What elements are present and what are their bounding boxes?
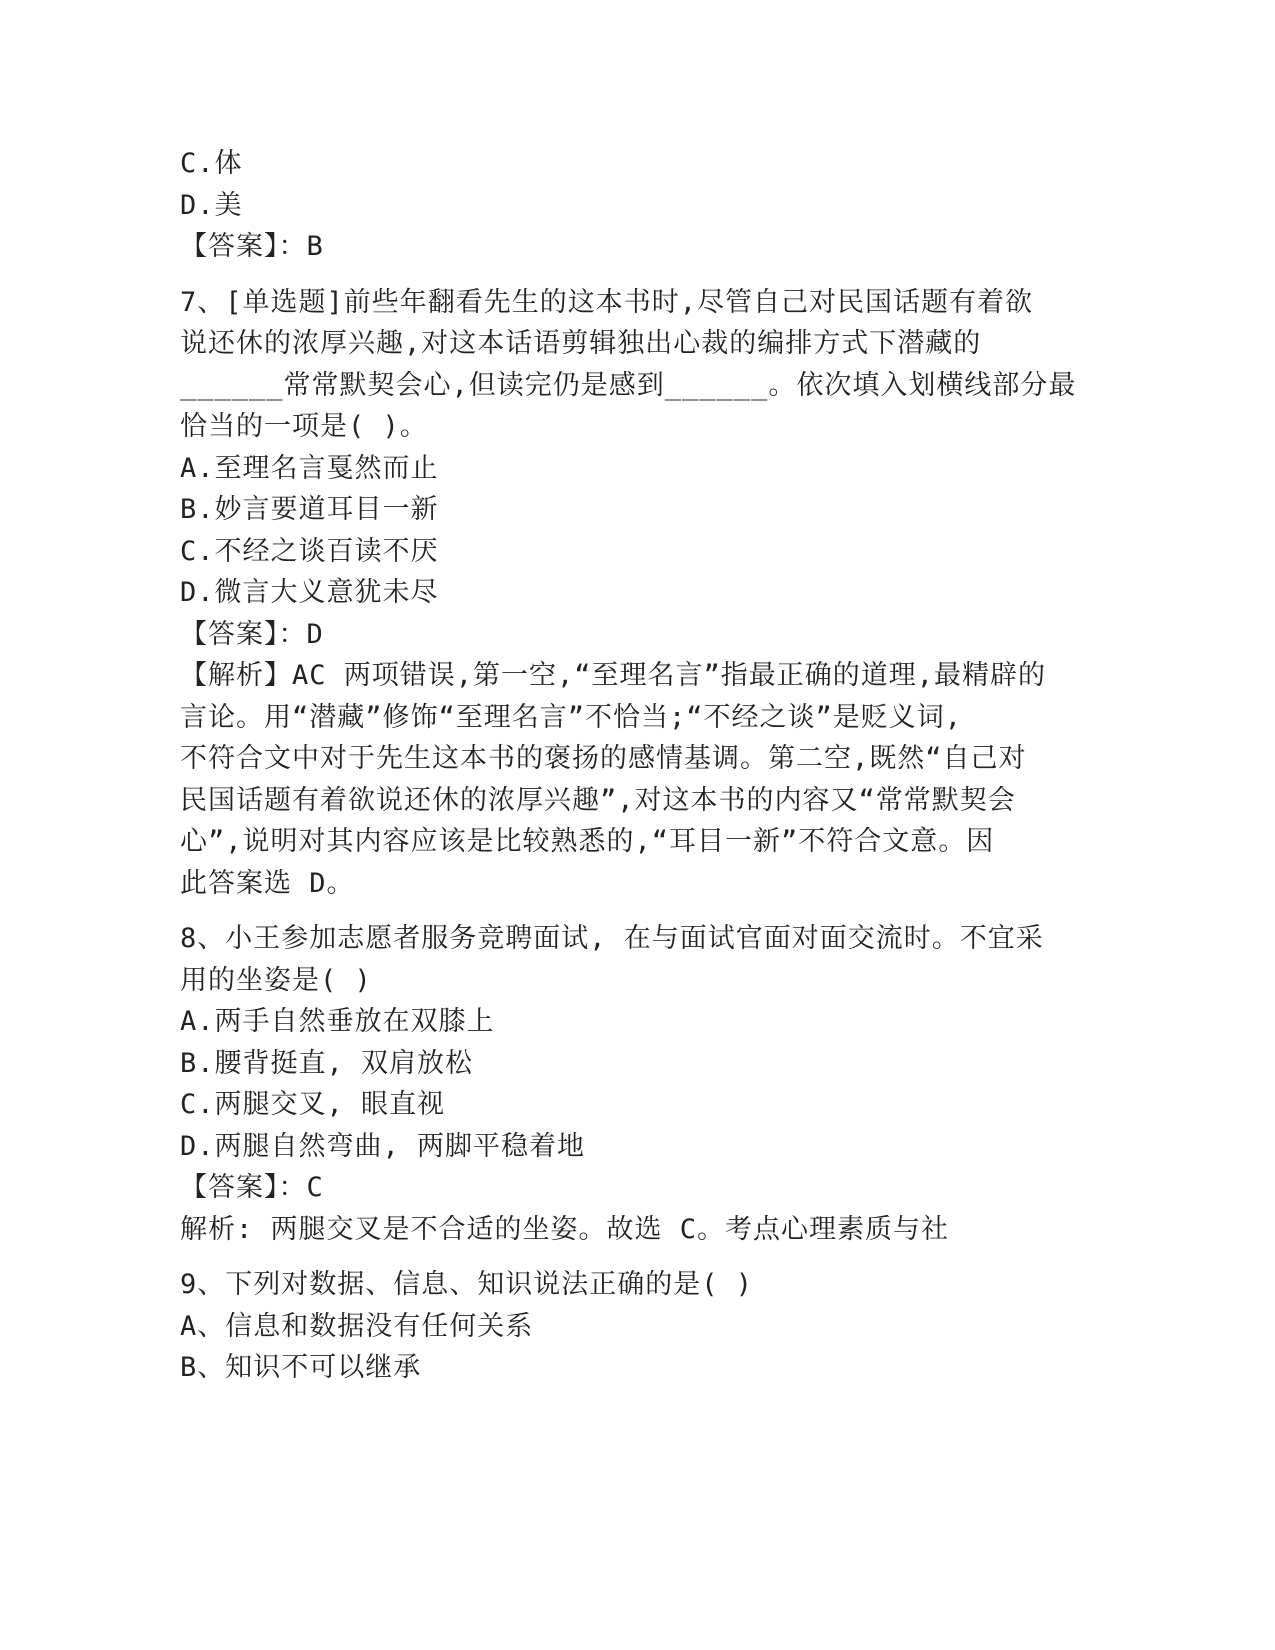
- answer: 【答案】：D: [180, 618, 324, 650]
- analysis: 言论。用“潜藏”修饰“至理名言”不恰当;“不经之谈”是贬义词,: [180, 701, 963, 733]
- question-stem: 用的坐姿是( ): [180, 964, 372, 996]
- option-d: D.美: [180, 189, 243, 221]
- analysis: 此答案选 D。: [180, 867, 355, 899]
- question-stem: 恰当的一项是( )。: [180, 411, 428, 442]
- answer: 【答案】：C: [180, 1172, 324, 1203]
- question-stem: 说还休的浓厚兴趣,对这本话语剪辑独出心裁的编排方式下潜藏的: [180, 328, 982, 359]
- option-a: A、信息和数据没有任何关系: [180, 1310, 534, 1342]
- analysis: 【解析】AC 两项错误,第一空,“至理名言”指最正确的道理,最精辟的: [180, 660, 1047, 691]
- option-c: C.体: [180, 148, 243, 179]
- analysis: 解析: 两腿交叉是不合适的坐姿。故选 C。考点心理素质与社: [180, 1213, 950, 1245]
- question-8: [180, 918, 1060, 1250]
- analysis: 民国话题有着欲说还休的浓厚兴趣”,对这本书的内容又“常常默契会: [180, 784, 1016, 816]
- analysis: 不符合文中对于先生这本书的褒扬的感情基调。第二空,既然“自己对: [180, 743, 1027, 774]
- option-c: C.不经之谈百读不厌: [180, 535, 439, 567]
- question-9: [180, 1264, 1060, 1389]
- option-b: B.腰背挺直, 双肩放松: [180, 1047, 474, 1079]
- option-d: D.微言大义意犹未尽: [180, 577, 439, 608]
- question-6: [180, 143, 1060, 268]
- document-page: [180, 143, 1077, 1389]
- option-b: B、知识不可以继承: [180, 1352, 422, 1383]
- question-stem: ______常常默契会心,但读完仍是感到______。依次填入划横线部分最: [180, 369, 1077, 401]
- answer: 【答案】：B: [180, 231, 324, 262]
- question-stem: 7、[单选题]前些年翻看先生的这本书时,尽管自己对民国话题有着欲: [180, 286, 1034, 318]
- question-7: [180, 282, 1077, 905]
- question-stem: 9、下列对数据、信息、知识说法正确的是( ): [180, 1269, 754, 1300]
- question-stem: 8、小王参加志愿者服务竞聘面试, 在与面试官面对面交流时。不宜采: [180, 923, 1044, 954]
- option-a: A.至理名言戛然而止: [180, 452, 439, 484]
- option-c: C.两腿交叉, 眼直视: [180, 1089, 446, 1120]
- option-b: B.妙言要道耳目一新: [180, 494, 439, 525]
- analysis: 心”,说明对其内容应该是比较熟悉的,“耳目一新”不符合文意。因: [180, 826, 995, 857]
- option-a: A.两手自然垂放在双膝上: [180, 1006, 495, 1037]
- option-d: D.两腿自然弯曲, 两脚平稳着地: [180, 1130, 586, 1162]
